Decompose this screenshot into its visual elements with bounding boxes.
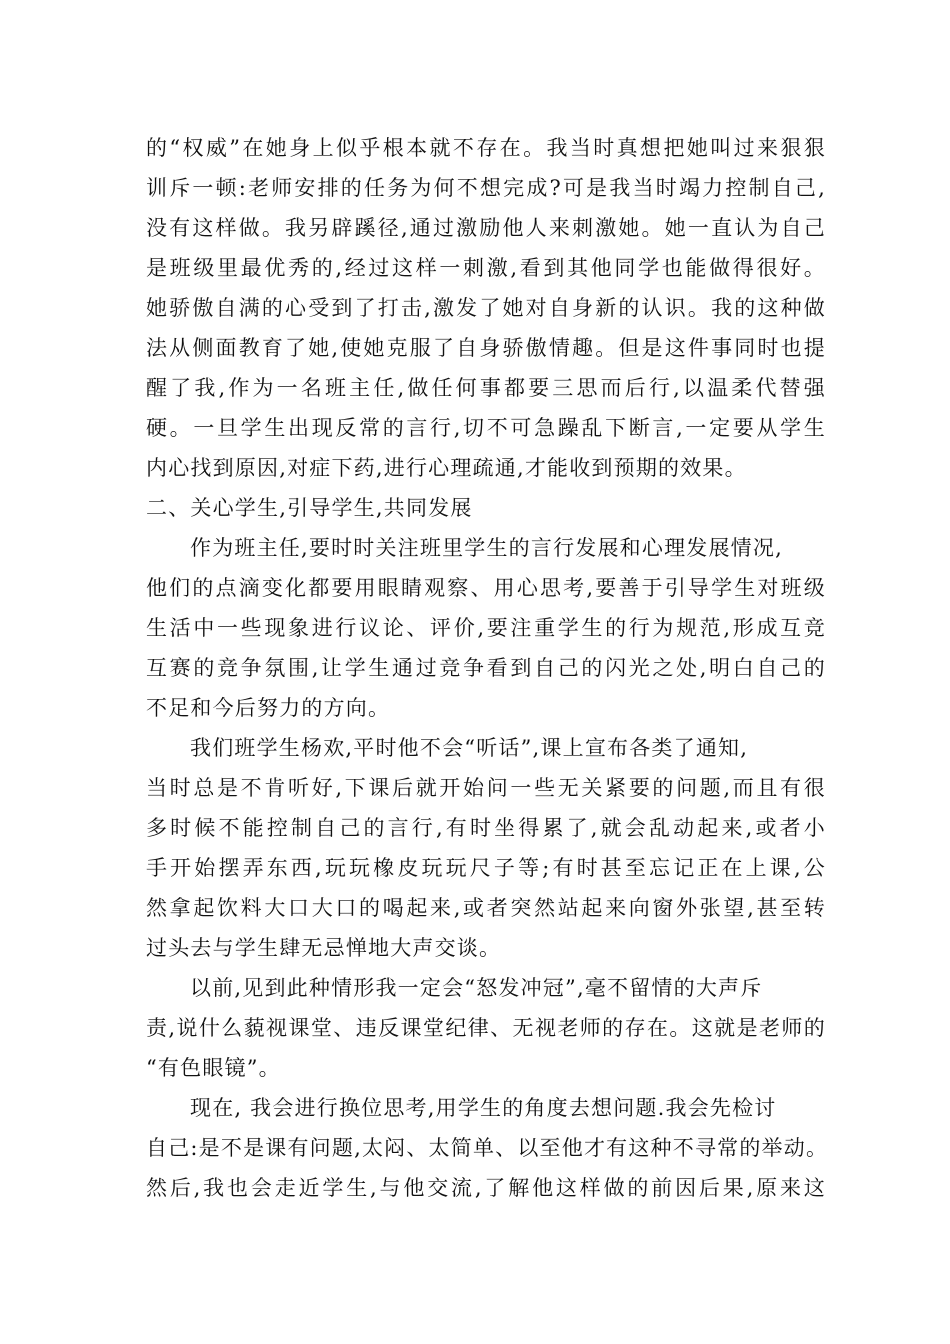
text-line: 然拿起饮料大口大口的喝起来,或者突然站起来向窗外张望,甚至转 [146, 896, 826, 920]
text-line: 手开始摆弄东西,玩玩橡皮玩玩尺子等;有时甚至忘记正在上课,公 [146, 856, 826, 880]
text-line: 以前,见到此种情形我一定会“怒发冲冠”,毫不留情的大声斥 [190, 976, 763, 1000]
text-line: 生活中一些现象进行议论、评价,要注重学生的行为规范,形成互竞 [146, 616, 826, 640]
text-line: 是班级里最优秀的,经过这样一刺激,看到其他同学也能做得很好。 [146, 256, 826, 280]
text-line: 的“权威”在她身上似乎根本就不存在。我当时真想把她叫过来狠狠 [146, 136, 826, 160]
text-line: 责,说什么藐视课堂、违反课堂纪律、无视老师的存在。这就是老师的 [146, 1016, 826, 1040]
text-line: 不足和今后努力的方向。 [146, 696, 391, 720]
text-line: 他们的点滴变化都要用眼睛观察、用心思考,要善于引导学生对班级 [146, 576, 826, 600]
text-line: 硬。一旦学生出现反常的言行,切不可急躁乱下断言,一定要从学生 [146, 416, 826, 440]
text-line: 当时总是不肯听好,下课后就开始问一些无关紧要的问题,而且有很 [146, 776, 826, 800]
text-line: 自己:是不是课有问题,太闷、太简单、以至他才有这种不寻常的举动。 [146, 1136, 829, 1160]
text-line: 作为班主任,要时时关注班里学生的言行发展和心理发展情况, [190, 536, 783, 560]
text-line: 内心找到原因,对症下药,进行心理疏通,才能收到预期的效果。 [146, 456, 747, 480]
text-line: 法从侧面教育了她,使她克服了自身骄傲情趣。但是这件事同时也提 [146, 336, 826, 360]
text-line: 然后,我也会走近学生,与他交流,了解他这样做的前因后果,原来这 [146, 1176, 826, 1200]
text-line: 互赛的竞争氛围,让学生通过竞争看到自己的闪光之处,明白自己的 [146, 656, 826, 680]
section-heading: 二、关心学生,引导学生,共同发展 [146, 496, 473, 520]
text-line: 过头去与学生肆无忌惮地大声交谈。 [146, 936, 502, 960]
text-line: “有色眼镜”。 [146, 1056, 281, 1080]
text-line: 我们班学生杨欢,平时他不会“听话”,课上宣布各类了通知, [190, 736, 749, 760]
text-line: 没有这样做。我另辟蹊径,通过激励他人来刺激她。她一直认为自己 [146, 216, 826, 240]
body-text [146, 128, 829, 1208]
text-line: 多时候不能控制自己的言行,有时坐得累了,就会乱动起来,或者小 [146, 816, 826, 840]
text-line: 训斥一顿:老师安排的任务为何不想完成?可是我当时竭力控制自己, [146, 176, 826, 200]
text-line: 醒了我,作为一名班主任,做任何事都要三思而后行,以温柔代替强 [146, 376, 826, 400]
text-line: 现在, 我会进行换位思考,用学生的角度去想问题.我会先检讨 [190, 1096, 777, 1120]
text-line: 她骄傲自满的心受到了打击,激发了她对自身新的认识。我的这种做 [146, 296, 826, 320]
